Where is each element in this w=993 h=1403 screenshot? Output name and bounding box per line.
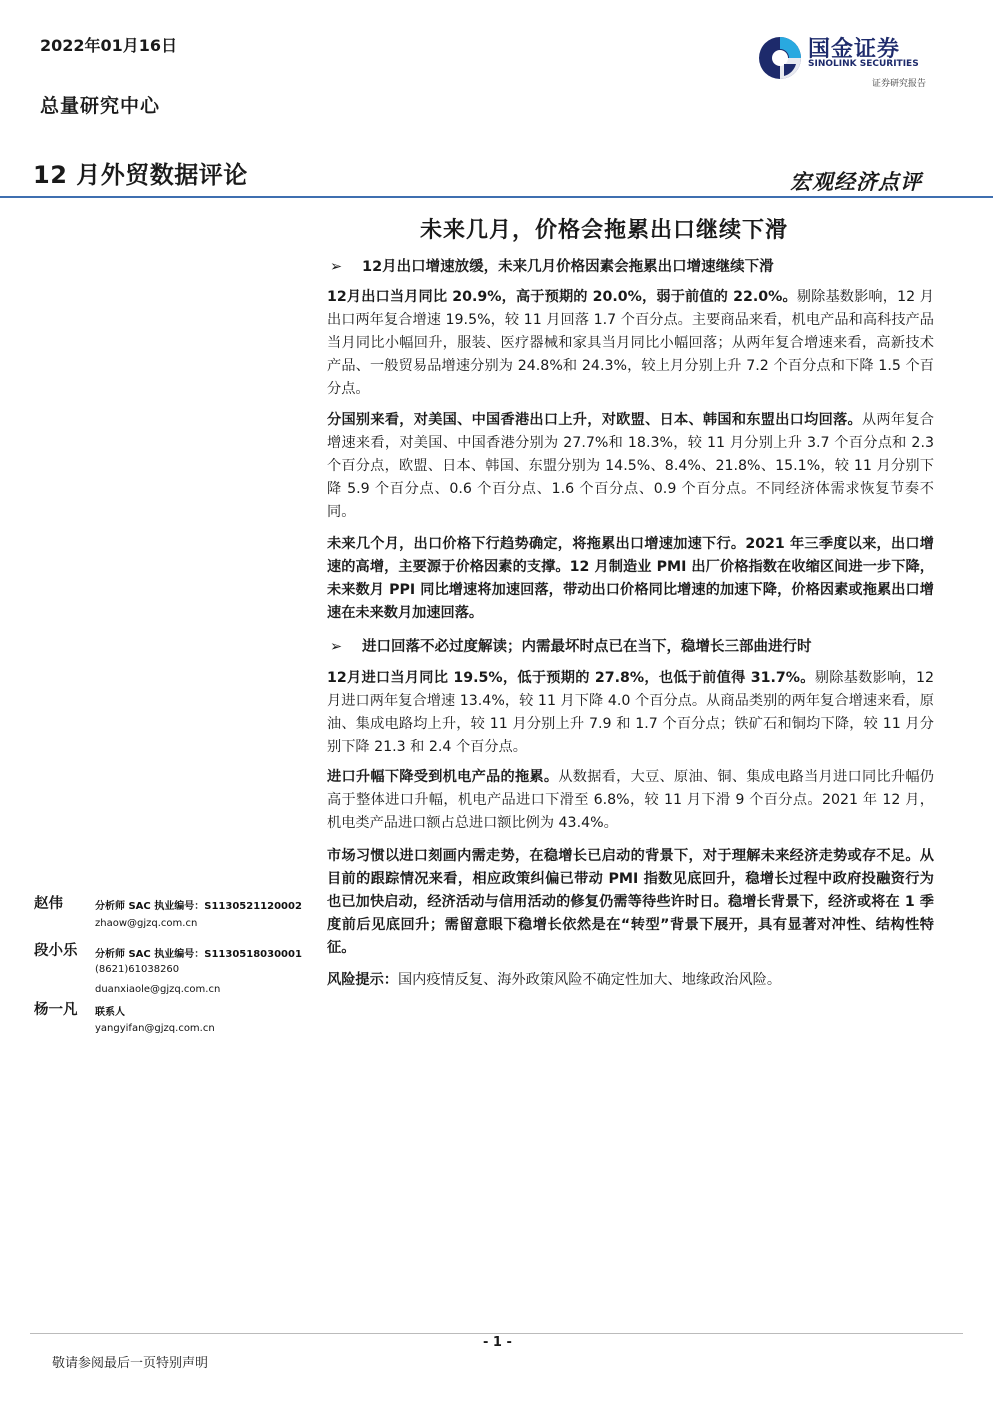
paragraph-1 (327, 286, 934, 401)
report-category: 宏观经济点评 (790, 169, 922, 194)
risk-label: 风险提示： (327, 972, 398, 988)
bullet-heading-2 (330, 635, 930, 656)
company-logo (756, 30, 956, 90)
logo-cn: 国金证券 (808, 37, 901, 62)
sinolink-logo-icon (756, 34, 804, 82)
paragraph-4-text: 剔除基数影响，12 月进口两年复合增速 13.4%，较 11 月下降 4.0 个百分点。从商品类别的两年复合增速来看，原油、集成电路均上升，较 11 月分别上升 7.9 和 1.7 个百分点；铁矿石和铜均下降，较 11 月分别下降 21.3 和 2.4 个百分点。 (327, 670, 934, 755)
paragraph-2-lead: 分国别来看，对美国、中国香港出口上升，对欧盟、日本、韩国和东盟出口均回落。 (327, 412, 862, 428)
analyst-phone: (8621)61038260 (95, 964, 180, 975)
analyst-name: 赵伟 (34, 895, 63, 912)
paragraph-5 (327, 766, 934, 835)
report-title: 12 月外贸数据评论 (33, 161, 248, 189)
analyst-name: 段小乐 (34, 942, 78, 959)
analyst-sac: 分析师 SAC 执业编号：S1130518030001 (95, 949, 302, 960)
analyst-name: 杨一凡 (34, 1001, 78, 1018)
risk-text: 国内疫情反复、海外政策风险不确定性加大、地缘政治风险。 (397, 972, 782, 988)
analyst-email: zhaow@gjzq.com.cn (95, 918, 198, 929)
header-divider (0, 196, 993, 198)
paragraph-4 (327, 667, 934, 759)
bullet-text-2: 进口回落不必过度解读；内需最坏时点已在当下，稳增长三部曲进行时 (362, 639, 812, 655)
paragraph-6-lead: 市场习惯以进口刻画内需走势，在稳增长已启动的背景下，对于理解未来经济走势或存不足。从目前的跟踪情况来看，相应政策纠偏已带动 PMI 指数见底回升，稳增长过程中政府投融资行为也已加快启动，经济活动与信用活动的修复仍需等待些许时日。稳增长背景下，经济或将在 1 季度前后见底回升；需留意眼下稳增长依然是在“转型”背景下展开，具有显著对冲性、结构性特征。 (327, 848, 934, 956)
bullet-heading-1 (330, 255, 930, 276)
analyst-email: yangyifan@gjzq.com.cn (95, 1023, 215, 1034)
paragraph-2-text: 从两年复合增速来看，对美国、中国香港分别为 27.7%和 18.3%，较 11 月分别上升 3.7 个百分点和 2.3 个百分点，欧盟、日本、韩国、东盟分别为 14.5%、8.4%、21.8%、15.1%，较 11 月分别下降 5.9 个百分点、0.6 个百分点、1.6 个百分点、0.9 个百分点。不同经济体需求恢复节奏不同。 (327, 412, 934, 520)
analyst-role: 联系人 (95, 1007, 125, 1018)
paragraph-2 (327, 409, 934, 524)
research-center: 总量研究中心 (40, 95, 161, 117)
paragraph-6 (327, 845, 934, 960)
risk-warning (327, 969, 934, 992)
footer-disclaimer: 敬请参阅最后一页特别声明 (52, 1356, 209, 1371)
analyst-email: duanxiaole@gjzq.com.cn (95, 984, 221, 995)
paragraph-1-text: 剔除基数影响，12 月出口两年复合增速 19.5%，较 11 月回落 1.7 个百分点。主要商品来看，机电产品和高科技产品当月同比小幅回升，服装、医疗器械和家具当月同比小幅回落；从两年复合增速来看，高新技术产品、一般贸易品增速分别为 24.8%和 24.3%，较上月分别上升 7.2 个百分点和下降 1.5 个百分点。 (327, 289, 934, 397)
headline: 未来几月，价格会拖累出口继续下滑 (420, 217, 789, 243)
paragraph-3 (327, 533, 934, 625)
arrow-bullet-icon: ➢ (330, 639, 343, 655)
logo-subtitle: 证券研究报告 (872, 79, 927, 89)
page-number: - 1 - (483, 1335, 512, 1350)
logo-en: SINOLINK SECURITIES (808, 59, 919, 69)
paragraph-3-lead: 未来几个月，出口价格下行趋势确定，将拖累出口增速加速下行。2021 年三季度以来，出口增速的高增，主要源于价格因素的支撑。12 月制造业 PMI 出厂价格指数在收缩区间进一步下降，未来数月 PPI 同比增速将加速回落，带动出口价格同比增速的加速下降，价格因素或拖累出口增速在未来数月加速回落。 (327, 536, 934, 621)
footer-divider (30, 1333, 963, 1334)
paragraph-5-lead: 进口升幅下降受到机电产品的拖累。 (327, 769, 559, 785)
paragraph-1-lead: 12月出口当月同比 20.9%，高于预期的 20.0%，弱于前值的 22.0%。 (327, 289, 797, 305)
analyst-sac: 分析师 SAC 执业编号：S1130521120002 (95, 901, 302, 912)
paragraph-4-lead: 12月进口当月同比 19.5%，低于预期的 27.8%，也低于前值得 31.7%。 (327, 670, 815, 686)
bullet-text-1: 12月出口增速放缓，未来几月价格因素会拖累出口增速继续下滑 (362, 259, 774, 275)
report-date: 2022年01月16日 (40, 36, 178, 55)
paragraph-5-text: 从数据看，大豆、原油、铜、集成电路当月进口同比升幅仍高于整体进口升幅，机电产品进口下滑至 6.8%，较 11 月下滑 9 个百分点。2021 年 12 月，机电类产品进口额占总进口额比例为 43.4%。 (327, 769, 934, 831)
arrow-bullet-icon: ➢ (330, 259, 343, 275)
